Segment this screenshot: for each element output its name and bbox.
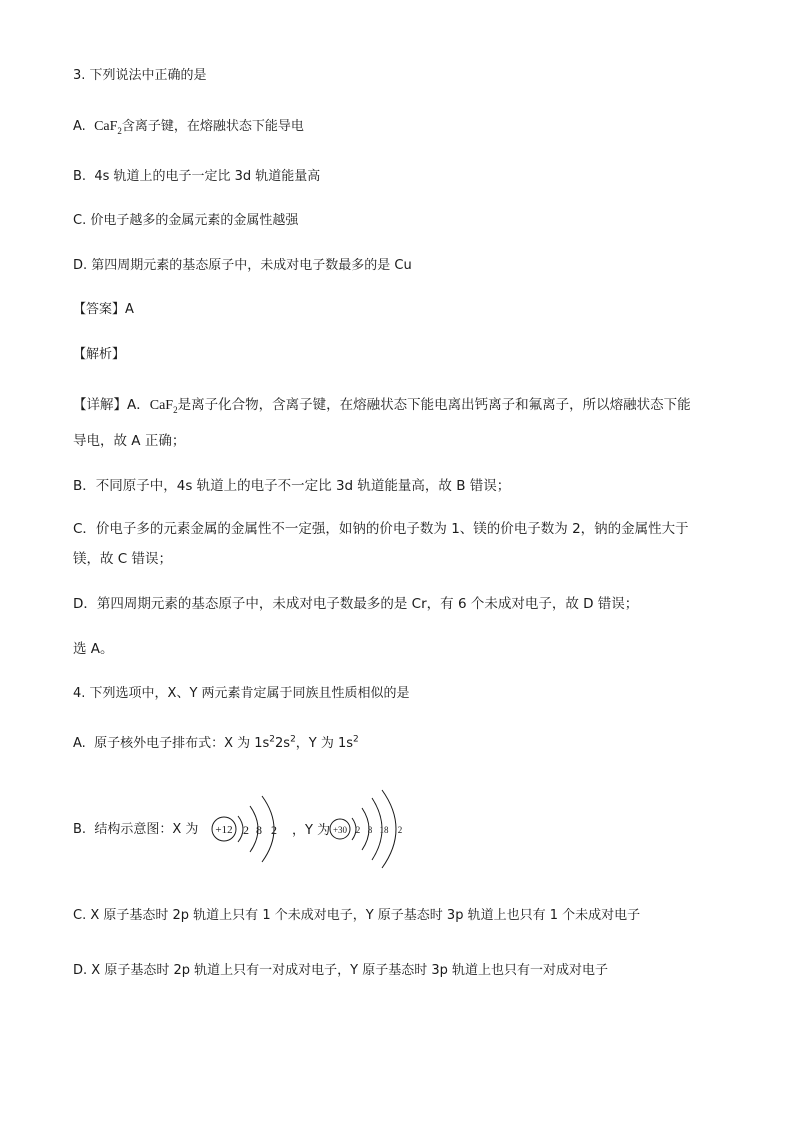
q4-option-b <box>73 820 198 840</box>
q3-detail-d: D．第四周期元素的基态原子中，未成对电子数最多的是 Cr，有 6 个未成对电子，故 D 错误； <box>73 596 639 612</box>
atom-y-shell-count: 18 <box>379 825 389 835</box>
atom-x-shell-count: 8 <box>256 823 262 837</box>
option-text: 含离子键，在熔融状态下能导电 <box>121 119 304 134</box>
answer-value: A <box>125 302 134 317</box>
option-text: X 原子基态时 2p 轨道上只有 1 个未成对电子，Y 原子基态时 3p 轨道上也只有 1 个未成对电子 <box>90 908 641 923</box>
atom-x-shell-count: 2 <box>243 823 249 837</box>
option-text: 原子核外电子排布式：X 为 $1s^22s^2$，Y 为 $1s^2$ <box>94 734 359 751</box>
option-prefix: A. <box>73 736 86 751</box>
option-text-y: ，Y 为 <box>292 823 331 838</box>
q3-detail-a-line2: 导电，故 A 正确； <box>73 433 186 449</box>
q4-option-c <box>73 906 640 926</box>
q3-option-a <box>73 117 304 137</box>
option-prefix: B. <box>73 169 87 184</box>
q3-option-d <box>73 256 412 276</box>
q3-option-c <box>73 211 298 231</box>
detail-label: 【详解】 <box>73 397 127 413</box>
q3-detail-c-line2: 镁，故 C 错误； <box>73 551 173 567</box>
option-text: 4s 轨道上的电子一定比 3d 轨道能量高 <box>94 169 321 184</box>
option-text: X 原子基态时 2p 轨道上只有一对成对电子，Y 原子基态时 3p 轨道上也只有一对成对电子 <box>91 963 608 978</box>
option-prefix: D. <box>73 258 88 273</box>
atom-x-structure <box>212 796 277 862</box>
option-prefix: D. <box>73 963 88 978</box>
q3-detail-b: B．不同原子中，4s 轨道上的电子不一定比 3d 轨道能量高，故 B 错误； <box>73 478 511 494</box>
q4-option-a <box>73 734 359 754</box>
option-prefix: A. <box>73 119 86 134</box>
q3-conclusion: 选 A。 <box>73 641 114 657</box>
atom-y-shell-count: 2 <box>397 825 403 835</box>
q4-stem: 4. 下列选项中，X、Y 两元素肯定属于同族且性质相似的是 <box>73 686 410 701</box>
q3-analysis-label: 【解析】 <box>73 347 126 362</box>
atomic-structure-diagrams <box>208 788 418 870</box>
atom-y-shell-count: 2 <box>355 825 361 835</box>
formula-caf2: CaF$_2$ <box>94 119 122 136</box>
option-text: 价电子越多的金属元素的金属性越强 <box>90 213 299 228</box>
option-prefix: C. <box>73 213 87 228</box>
q3-stem: 3. 下列说法中正确的是 <box>73 68 207 83</box>
atom-y-shell-count: 8 <box>367 825 373 835</box>
atom-x-shell-count: 2 <box>271 823 277 837</box>
atom-y-nucleus-charge: +30 <box>332 825 348 835</box>
option-text-x: 结构示意图：X 为 <box>94 822 199 837</box>
q3-answer <box>73 300 134 320</box>
formula-caf2: CaF$_2$ <box>149 398 178 415</box>
q3-detail-c-line1: C．价电子多的元素金属的金属性不一定强，如钠的价电子数为 1、镁的价电子数为 2，钠的金属性大于 <box>73 521 689 537</box>
option-prefix: B. <box>73 822 87 837</box>
q3-option-b <box>73 167 320 187</box>
atom-y-structure <box>330 790 402 868</box>
q4-option-d <box>73 961 608 981</box>
answer-label: 【答案】 <box>73 302 126 317</box>
atom-x-nucleus-charge: +12 <box>215 824 233 836</box>
q3-detail-a-line1: 【详解】A．CaF$_2$是离子化合物，含离子键，在熔融状态下能电离出钙离子和氟离子，所以熔融状态下能 <box>73 397 691 415</box>
option-prefix: C. <box>73 908 87 923</box>
option-text: 第四周期元素的基态原子中，未成对电子数最多的是 Cu <box>91 258 412 273</box>
